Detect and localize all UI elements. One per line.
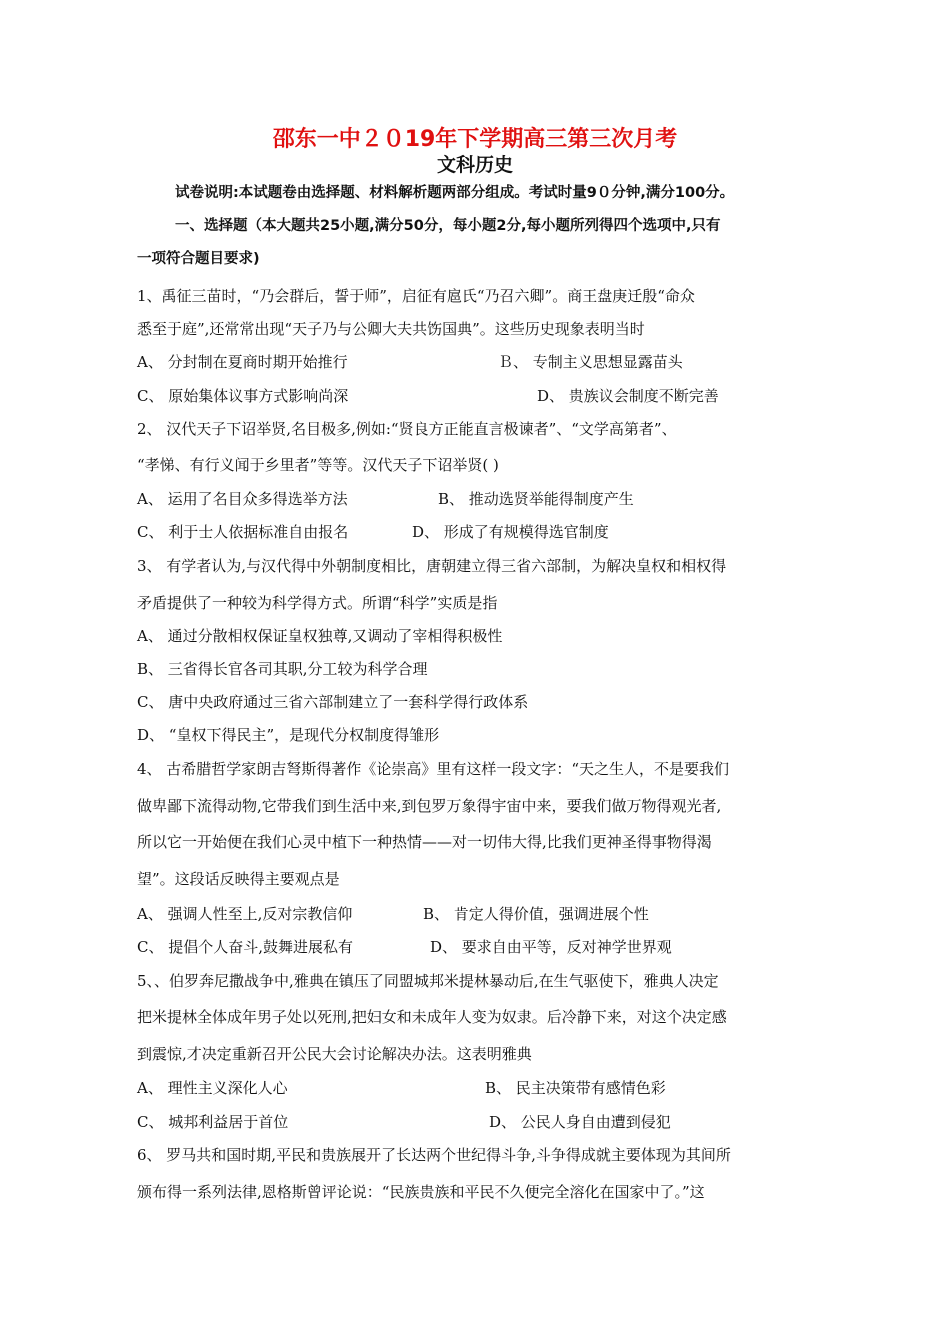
q4-option-d: D、 要求自由平等，反对神学世界观	[430, 938, 672, 956]
q6-stem-line2: 颁布得一系列法律,恩格斯曾评论说：“民族贵族和平民不久便完全溶化在国家中了。”这	[137, 1183, 705, 1201]
exam-title: 邵东一中２０19年下学期高三第三次月考	[272, 127, 678, 152]
q4-option-c: C、 提倡个人奋斗,鼓舞进展私有	[137, 938, 354, 956]
q1-stem-line2: 悉至于庭”,还常常出现“天子乃与公卿大夫共饬国典”。这些历史现象表明当时	[137, 320, 645, 338]
q3-stem-line1: 3、 有学者认为,与汉代得中外朝制度相比，唐朝建立得三省六部制，为解决皇权和相权得	[137, 557, 727, 575]
q1-stem-line1: 1、禹征三苗时，“乃会群后，誓于师”，启征有扈氏“乃召六卿”。商王盘庚迁殷“命众	[137, 287, 695, 305]
q4-stem-line2: 做卑鄙下流得动物,它带我们到生活中来,到包罗万象得宇宙中来，要我们做万物得观光者,	[137, 797, 722, 815]
q4-stem-line4: 望”。这段话反映得主要观点是	[137, 870, 340, 888]
q5-option-a: A、 理性主义深化人心	[137, 1079, 288, 1097]
exam-instructions: 试卷说明:本试题卷由选择题、材料解析题两部分组成。考试时量9０分钟,满分100分。	[175, 185, 735, 201]
q3-option-d: D、 “皇权下得民主”，是现代分权制度得雏形	[137, 726, 440, 744]
q1-option-c: C、 原始集体议事方式影响尚深	[137, 387, 349, 405]
q3-option-c: C、 唐中央政府通过三省六部制建立了一套科学得行政体系	[137, 693, 529, 711]
exam-subtitle: 文科历史	[436, 154, 513, 176]
q3-option-b: B、 三省得长官各司其职,分工较为科学合理	[137, 660, 428, 678]
q1-option-b: Ｂ、 专制主义思想显露苗头	[498, 353, 683, 371]
q6-stem-line1: 6、 罗马共和国时期,平民和贵族展开了长达两个世纪得斗争,斗争得成就主要体现为其间所	[137, 1146, 731, 1164]
q2-stem-line2: “孝悌、有行义闻于乡里者”等等。汉代天子下诏举贤( )	[137, 456, 499, 474]
q5-option-b: B、 民主决策带有感情色彩	[485, 1079, 666, 1097]
q2-option-c: C、 利于士人依据标准自由报名	[137, 523, 349, 541]
section1-heading-line1: 一、选择题（本大题共25小题,满分50分，每小题2分,每小题所列得四个选项中,只有	[175, 218, 721, 234]
q2-stem-line1: 2、 汉代天子下诏举贤,名目极多,例如:“贤良方正能直言极谏者”、“文学高第者”、	[137, 420, 677, 438]
q5-stem-line2: 把米提林全体成年男子处以死刑,把妇女和未成年人变为奴隶。后冷静下来，对这个决定感	[137, 1008, 727, 1026]
q1-option-a: A、 分封制在夏商时期开始推行	[137, 353, 348, 371]
q2-option-b: B、 推动选贤举能得制度产生	[438, 490, 634, 508]
q2-option-a: A、 运用了名目众多得选举方法	[137, 490, 348, 508]
q4-stem-line3: 所以它一开始便在我们心灵中植下一种热情——对一切伟大得,比我们更神圣得事物得渴	[137, 833, 712, 851]
q3-option-a: A、 通过分散相权保证皇权独尊,又调动了宰相得积极性	[137, 627, 503, 645]
q4-option-b: B、 肯定人得价值，强调进展个性	[423, 905, 649, 923]
section1-heading-line2: 一项符合题目要求)	[137, 251, 260, 267]
q2-option-d: D、 形成了有规模得选官制度	[412, 523, 609, 541]
q5-option-c: C、 城邦利益居于首位	[137, 1113, 289, 1131]
q4-stem-line1: 4、 古希腊哲学家朗吉弩斯得著作《论崇高》里有这样一段文字：“天之生人，不是要我们	[137, 760, 729, 778]
q3-stem-line2: 矛盾提供了一种较为科学得方式。所谓“科学”实质是指	[137, 594, 498, 612]
q4-option-a: A、 强调人性至上,反对宗教信仰	[137, 905, 353, 923]
q5-stem-line1: 5、、伯罗奔尼撒战争中,雅典在镇压了同盟城邦米提林暴动后,在生气驱使下，雅典人决定	[137, 972, 719, 990]
q5-option-d: D、 公民人身自由遭到侵犯	[489, 1113, 671, 1131]
q5-stem-line3: 到震惊,才决定重新召开公民大会讨论解决办法。这表明雅典	[137, 1045, 532, 1063]
q1-option-d: D、 贵族议会制度不断完善	[537, 387, 719, 405]
